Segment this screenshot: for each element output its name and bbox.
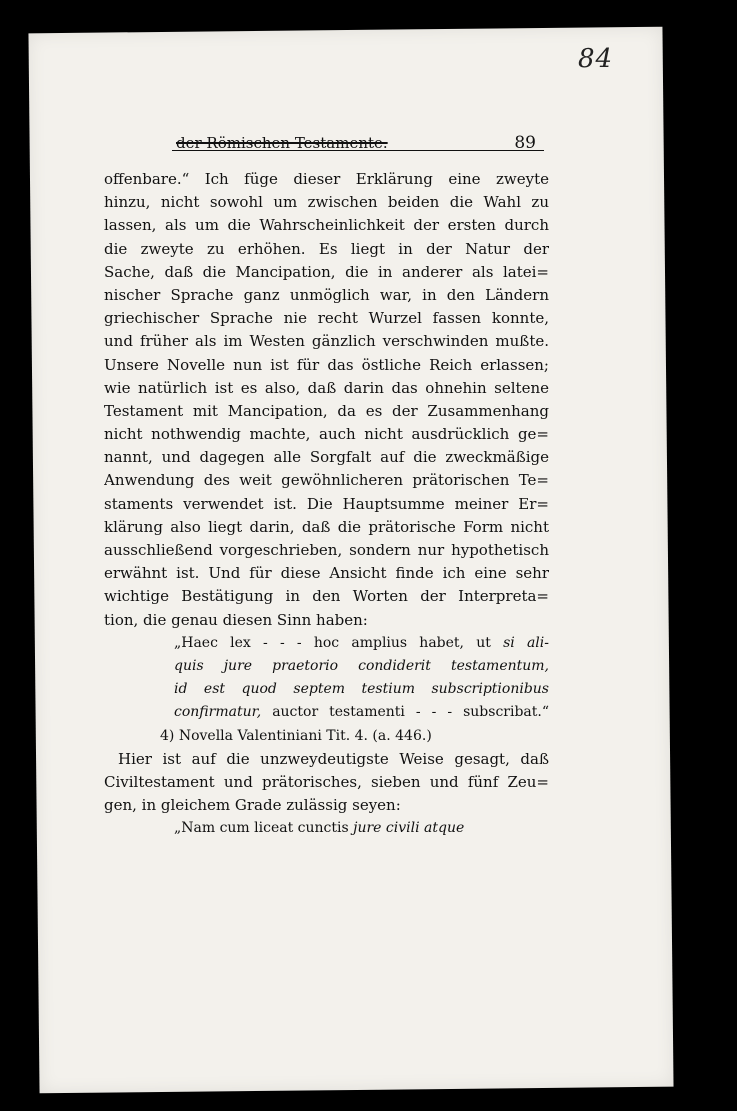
head-rule	[172, 150, 544, 151]
text-line: Hier ist auf die unzweydeutigste Weise gesagt, daß	[118, 749, 549, 768]
text-line: klärung also liegt darin, daß die prätorische Form nicht	[104, 517, 549, 536]
text-line: erwähnt ist. Und für diese Ansicht finde ich eine sehr	[104, 564, 549, 583]
running-head-title: der Römischen Testamente.	[176, 134, 388, 152]
running-head-page: 89	[514, 133, 536, 153]
text-line: Civiltestament und prätorisches, sieben und fünf Zeu=	[104, 772, 549, 791]
text-line: griechischer Sprache nie recht Wurzel fassen konnte,	[104, 309, 549, 328]
footnote-marker-line: 4) Novella Valentiniani Tit. 4. (a. 446.)	[160, 727, 432, 744]
text-line: hinzu, nicht sowohl um zwischen beiden die Wahl zu	[104, 193, 549, 212]
text-line: und früher als im Westen gänzlich verschwinden mußte.	[104, 332, 549, 351]
quote-italic-text: confirmatur,	[174, 704, 262, 721]
text-line: offenbare.“ Ich füge dieser Erklärung eine zweyte	[104, 170, 549, 188]
quote-line	[104, 632, 549, 655]
text-line: wichtige Bestätigung in den Worten der Interpreta=	[104, 587, 549, 606]
text-line: die zweyte zu erhöhen. Es liegt in der Natur der	[104, 239, 549, 258]
text-line: nischer Sprache ganz unmöglich war, in den Ländern	[104, 285, 549, 304]
text-line: lassen, als um die Wahrscheinlichkeit der ersten durch	[104, 216, 549, 235]
quote-italic-text: jure civili atque	[353, 820, 465, 837]
quote-line: quis jure praetorio condiderit testamentum,	[174, 657, 549, 674]
quote-line: id est quod septem testium subscriptionibus	[174, 681, 549, 698]
text-line: Testament mit Mancipation, da es der Zusammenhang	[104, 401, 549, 420]
text-line: nannt, und dagegen alle Sorgfalt auf die zweckmäßige	[104, 448, 549, 467]
text-line: Sache, daß die Mancipation, die in anderer als latei=	[104, 262, 549, 281]
quote-text: „Haec lex - - - hoc amplius habet, ut	[174, 634, 504, 651]
text-line: ausschließend vorgeschrieben, sondern nur hypothetisch	[104, 541, 549, 559]
quote-line	[104, 701, 549, 724]
quote-italic-text: si ali-	[503, 634, 549, 651]
quote-line	[104, 817, 549, 840]
quote-text: „Nam cum liceat cunctis	[174, 820, 354, 837]
text-line: Anwendung des weit gewöhnlicheren prätorischen Te=	[104, 471, 549, 490]
text-line: nicht nothwendig machte, auch nicht ausdrücklich ge=	[104, 425, 549, 444]
handwritten-page-number: 84	[578, 44, 614, 74]
text-line: wie natürlich ist es also, daß darin das ohnehin seltene	[104, 378, 549, 397]
text-line: staments verwendet ist. Die Hauptsumme meiner Er=	[104, 494, 549, 513]
text-line: tion, die genau diesen Sinn haben:	[104, 610, 368, 629]
text-line: gen, in gleichem Grade zulässig seyen:	[104, 796, 401, 815]
quote-text: auctor testamenti - - - subscribat.“	[261, 704, 549, 721]
text-line: Unsere Novelle nun ist für das östliche Reich erlassen;	[104, 355, 549, 374]
body-text	[104, 168, 549, 840]
